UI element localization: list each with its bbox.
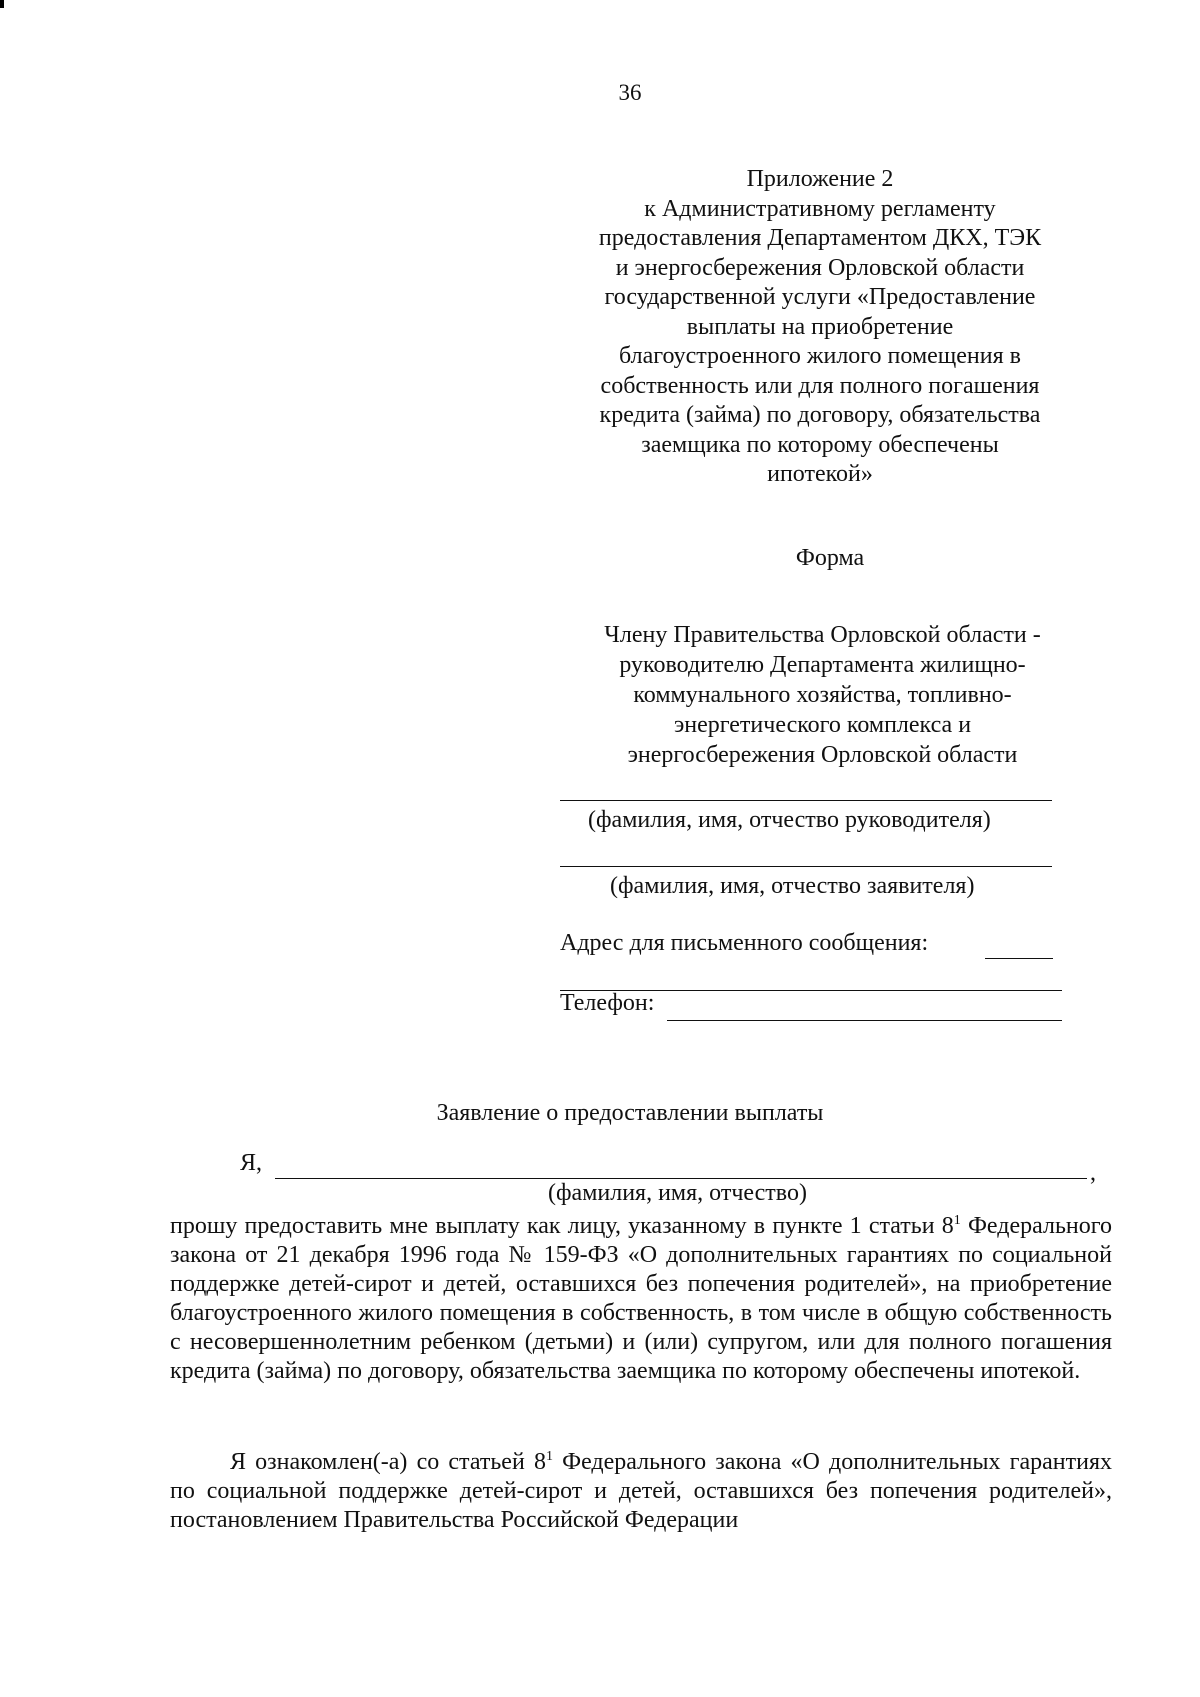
address-label: Адрес для письменного сообщения: — [560, 930, 929, 956]
application-title: Заявление о предоставлении выплаты — [436, 1100, 824, 1126]
ya-label: Я, — [240, 1150, 263, 1176]
ack-article-superscript: 1 — [545, 1449, 553, 1464]
head-name-caption: (фамилия, имя, отчество руководителя) — [588, 807, 991, 833]
addressee-line: руководителю Департамента жилищно- — [619, 652, 1026, 678]
scan-corner-mark — [0, 0, 4, 8]
page-number: 36 — [618, 80, 642, 105]
ack-text-part1: Я ознакомлен(-а) со статьей 8 — [230, 1449, 546, 1475]
addressee-line: энергосбережения Орловской области — [627, 742, 1018, 768]
applicant-fullname-line — [275, 1178, 1087, 1179]
request-text-part2: Федерального закона от 21 декабря 1996 года № 159-ФЗ «О дополнительных гарантиях по социальной поддержке детей-сирот и детей, оставшихся без попечения родителей», на приобретение благоустроенного жилого помещения в собственность, в том числе в общую собственность с несовершеннолетним ребенком (детьми) и (или) супругом, или для полного погашения кредита (займа) по договору, обязательства заемщика по которому обеспечены ипотекой. — [170, 1213, 1112, 1384]
address-field-line — [985, 958, 1053, 959]
addressee-line: энергетического комплекса и — [673, 712, 972, 738]
addressee-block — [560, 620, 1085, 770]
appendix-line: ипотекой» — [767, 461, 873, 487]
acknowledgement-paragraph — [170, 1448, 1112, 1535]
fullname-caption: (фамилия, имя, отчество) — [548, 1180, 807, 1206]
appendix-line: государственной услуги «Предоставление — [604, 284, 1036, 310]
addressee-line: Члену Правительства Орловской области - — [604, 622, 1041, 648]
appendix-line: Приложение 2 — [746, 166, 894, 192]
appendix-header — [560, 165, 1080, 490]
request-text-part1: прошу предоставить мне выплату как лицу, указанному в пункте 1 статьи 8 — [170, 1213, 954, 1239]
article-superscript: 1 — [953, 1213, 961, 1228]
phone-field-line — [667, 1020, 1062, 1021]
request-paragraph — [170, 1212, 1112, 1386]
appendix-line: и энергосбережения Орловской области — [615, 254, 1025, 281]
appendix-line: заемщика по которому обеспечены — [641, 431, 999, 458]
addressee-line: коммунального хозяйства, топливно- — [633, 682, 1012, 708]
appendix-line: кредита (займа) по договору, обязательства — [599, 402, 1041, 428]
applicant-name-line — [560, 866, 1052, 867]
appendix-line: благоустроенного жилого помещения в — [619, 343, 1021, 369]
head-name-line — [560, 800, 1052, 801]
phone-label: Телефон: — [560, 990, 655, 1016]
appendix-line: выплаты на приобретение — [686, 313, 954, 340]
applicant-name-caption: (фамилия, имя, отчество заявителя) — [610, 873, 975, 899]
appendix-line: собственность или для полного погашения — [600, 372, 1040, 399]
appendix-line: предоставления Департаментом ДКХ, ТЭК — [598, 225, 1042, 251]
appendix-line: к Административному регламенту — [644, 195, 996, 222]
form-label: Форма — [795, 545, 865, 571]
ack-text-part2: Федерального закона «О дополнительных гарантиях по социальной поддержке детей-сирот и детей, оставшихся без попечения родителей», постановлением Правительства Российской Федерации — [170, 1449, 1112, 1533]
fullname-comma: , — [1090, 1160, 1096, 1186]
